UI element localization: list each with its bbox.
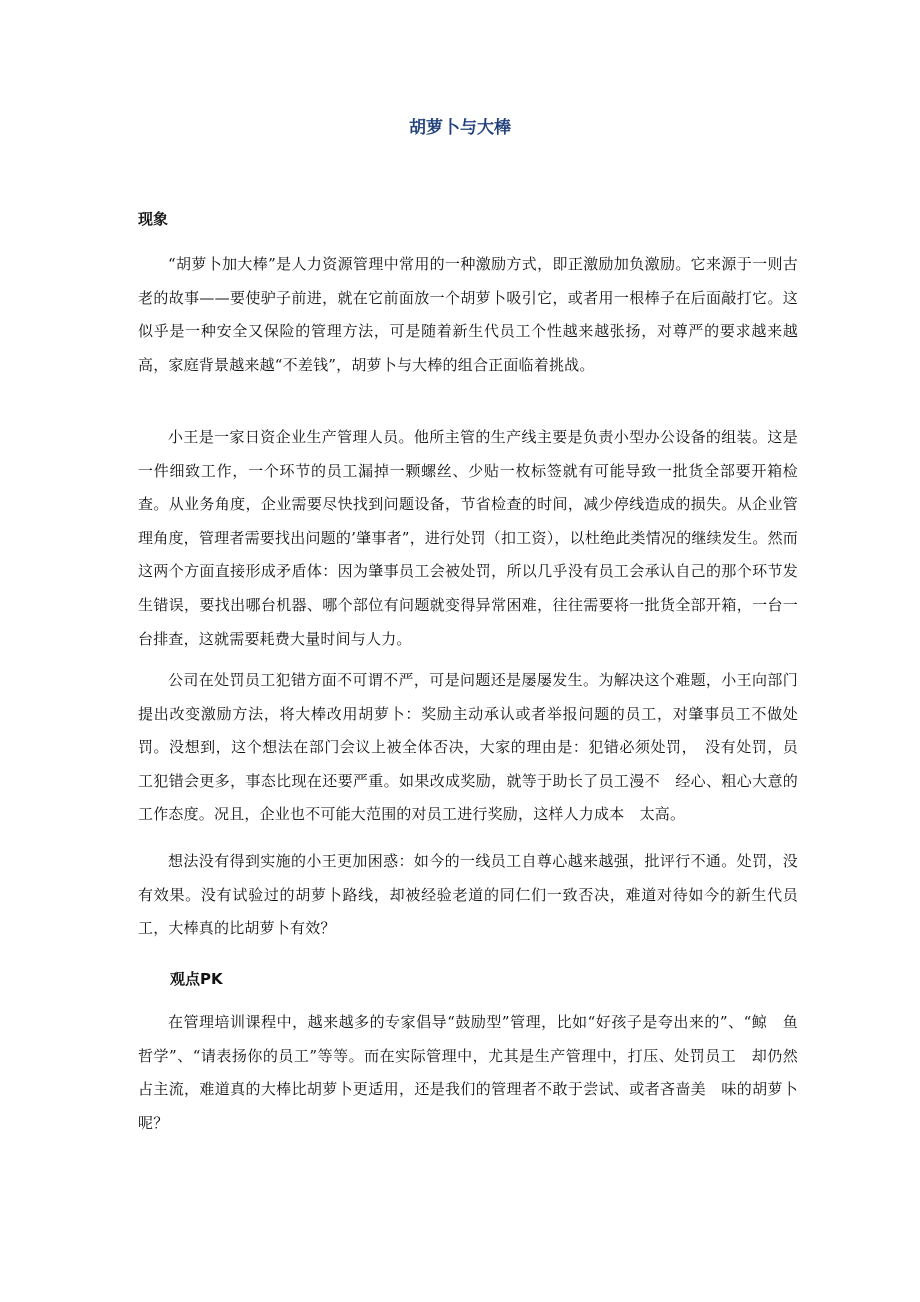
paragraph-company-punishment: 公司在处罚员工犯错方面不可谓不严，可是问题还是屡屡发生。为解决这个难题，小王向部门提出改变激励方法，将大棒改用胡萝卜：奖励主动承认或者举报问题的员工，对肇事员工不做处罚。没想到，这个想法在部门会议上被全体否决，大家的理由是：犯错必须处罚， 没有处罚，员工犯错会更多，事态比现在还要严重。如果改成奖励，就等于助长了员工漫不 经心、粗心大意的工作态度。况且，企业也不可能大范围的对员工进行奖励，这样人力成本 太高。 bbox=[138, 671, 798, 824]
section-heading-viewpoint-pk: 观点PK bbox=[170, 970, 223, 988]
paragraph-management-training: 在管理培训课程中，越来越多的专家倡导“鼓励型”管理，比如“好孩子是夸出来的”、“鲸 鱼哲学”、“请表扬你的员工”等等。而在实际管理中，尤其是生产管理中，打压、处罚员工 却仍然占主流，难道真的大棒比胡萝卜更适用，还是我们的管理者不敢于尝试、或者吝啬美 味的胡萝卜呢？ bbox=[138, 1013, 798, 1132]
paragraph-carrot-stick-intro: “胡萝卜加大棒”是人力资源管理中常用的一种激励方式，即正激励加负激励。它来源于一则古老的故事——要使驴子前进，就在它前面放一个胡萝卜吸引它，或者用一根棒子在后面敲打它。这似乎是一种安全又保险的管理方法，可是随着新生代员工个性越来越张扬，对尊严的要求越来越高，家庭背景越来越“不差钱”，胡萝卜与大棒的组合正面临着挑战。 bbox=[138, 255, 798, 374]
document-title: 胡萝卜与大棒 bbox=[409, 118, 511, 138]
paragraph-xiaowang-background: 小王是一家日资企业生产管理人员。他所主管的生产线主要是负责小型办公设备的组装。这是一件细致工作，一个环节的员工漏掉一颗螺丝、少贴一枚标签就有可能导致一批货全部要开箱检查。从业务角度，企业需要尽快找到问题设备，节省检查的时间，减少停线造成的损失。从企业管理角度，管理者需要找出问题的’肇事者”，进行处罚（扣工资），以杜绝此类情况的继续发生。然而这两个方面直接形成矛盾体：因为肇事员工会被处罚，所以几乎没有员工会承认自己的那个环节发生错误，要找出哪台机器、哪个部位有问题就变得异常困难，往往需要将一批货全部开箱，一台一台排查，这就需要耗费大量时间与人力。 bbox=[138, 428, 798, 648]
paragraph-xiaowang-confusion: 想法没有得到实施的小王更加困惑：如今的一线员工自尊心越来越强，批评行不通。处罚，没有效果。没有试验过的胡萝卜路线，却被经验老道的同仁们一致否决，难道对待如今的新生代员工，大棒真的比胡萝卜有效？ bbox=[138, 852, 798, 938]
section-heading-phenomenon: 现象 bbox=[138, 210, 169, 228]
